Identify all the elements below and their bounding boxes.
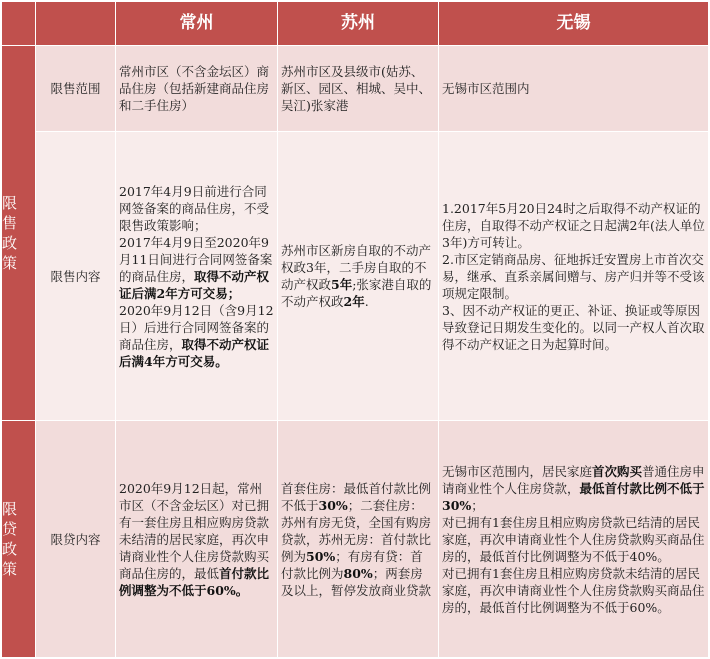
loan-content-wuxi-p1-a: 无锡市区范围内，居民家庭 (442, 463, 593, 479)
policy-comparison-table (1, 1, 709, 658)
sale-content-changzhou-p2-bold: 取得不动产权证后满2年方可交易； (119, 268, 270, 301)
loan-content-wuxi-p1-b: 首次购买 (592, 463, 643, 479)
corner-cell (2, 2, 36, 46)
loan-content-wuxi-p2: 对已拥有1套住房且相应购房贷款已结清的居民家庭，再次申请商业性个人住房贷款购买商品住房的，最低首付比例调整为不低于40%。 (442, 514, 705, 564)
loan-content-suzhou-b: 30% (318, 497, 348, 513)
sale-content-changzhou (116, 132, 278, 421)
loan-content-suzhou-f: 80% (343, 565, 373, 581)
sale-content-changzhou-p3-text: 2020年9月12日（含9月12日）后进行合同网签备案的商品住房， (119, 302, 274, 352)
row-label-loan-content: 限贷内容 (36, 421, 116, 658)
sale-content-wuxi-p3: 3、因不动产权证的更正、补证、换证或等原因导致登记日期发生变化的。以同一产权人首次取得不动产权证之日为起算时间。 (442, 302, 705, 352)
loan-content-wuxi-p1-d: 最低首付款比例不低于30% (442, 480, 705, 513)
loan-content-suzhou-g: ；两套房及以上，暂停发放商业贷款 (281, 565, 432, 598)
loan-content-suzhou (278, 421, 439, 658)
loan-content-wuxi (439, 421, 709, 658)
category-loan-policy-label: 限贷政策 (2, 500, 18, 578)
sale-content-wuxi-p1: 1.2017年5月20日24时之后取得不动产权证的住房，自取得不动产权证之日起满2年(法人单位3年)方可转让。 (442, 200, 705, 250)
loan-content-row (2, 421, 709, 658)
corner-cell-2 (36, 2, 116, 46)
loan-content-wuxi-p3: 对已拥有1套住房且相应购房贷款未结清的居民家庭，再次申请商业性个人住房贷款购买商品住房的，最低首付比例调整为不低于60%。 (442, 565, 705, 615)
category-sale-policy (2, 46, 36, 421)
loan-content-wuxi-p1-e: ； (471, 497, 484, 513)
row-label-sale-scope: 限售范围 (36, 46, 116, 132)
category-sale-policy-label: 限售政策 (2, 194, 18, 272)
sale-content-wuxi-p2: 2.市区定销商品房、征地拆迁安置房上市首次交易，继承、直系亲属间赠与、房产归并等不受该项规定限制。 (442, 251, 705, 301)
column-header-changzhou: 常州 (116, 2, 278, 46)
loan-content-changzhou (116, 421, 278, 658)
sale-content-wuxi (439, 132, 709, 421)
sale-content-changzhou-p3-bold: 取得不动产权证后满4年方可交易。 (119, 336, 270, 369)
column-header-wuxi: 无锡 (439, 2, 709, 46)
sale-content-changzhou-p1: 2017年4月9日前进行合同网签备案的商品住房，不受限售政策影响； (119, 183, 270, 233)
loan-content-wuxi-p1 (442, 463, 705, 514)
loan-content-suzhou-a: 首套住房：最低首付款比例不低于 (281, 480, 432, 513)
sale-content-changzhou-p2-text: 2017年4月9日至2020年9月11日间进行合同网签备案的商品住房， (119, 234, 273, 284)
loan-content-changzhou-a: 2020年9月12日起，常州市区（不含金坛区）对已拥有一套住房且相应购房贷款未结清的居民家庭，再次申请商业性个人住房贷款购买商品住房的，最低 (119, 480, 270, 581)
row-label-sale-content: 限售内容 (36, 132, 116, 421)
sale-content-suzhou-a: 苏州市区新房自取的不动产权政3年，二手房自取的不动产权政 (281, 243, 432, 292)
sale-scope-changzhou: 常州市区（不含金坛区）商品住房（包括新建商品住房和二手住房） (116, 46, 278, 132)
header-row (2, 2, 709, 46)
sale-content-row (2, 132, 709, 421)
sale-scope-row (2, 46, 709, 132)
sale-content-suzhou-d: 2年 (343, 294, 365, 309)
sale-scope-wuxi: 无锡市区范围内 (439, 46, 709, 132)
loan-content-wuxi-p1-c: 普通住房申请商业性个人住房贷款， (442, 463, 705, 496)
sale-content-suzhou-c: ;张家港自取的不动产权政 (281, 277, 432, 309)
sale-scope-suzhou: 苏州市区及县级市(姑苏、新区、园区、相城、吴中、吴江)张家港 (278, 46, 439, 132)
sale-content-suzhou-e: . (364, 294, 369, 309)
sale-content-suzhou (278, 132, 439, 421)
loan-content-suzhou-e: ；有房有贷：首付款比例为 (281, 548, 423, 581)
sale-content-suzhou-b: 5年 (331, 277, 353, 292)
category-loan-policy (2, 421, 36, 658)
sale-content-changzhou-p2 (119, 234, 274, 302)
column-header-suzhou: 苏州 (278, 2, 439, 46)
loan-content-suzhou-c: ；二套住房：苏州有房无贷，全国有购房贷款，苏州无房：首付款比例为 (281, 497, 432, 564)
loan-content-suzhou-d: 50% (306, 548, 336, 564)
loan-content-changzhou-b: 首付款比例调整为不低于60%。 (119, 565, 270, 598)
sale-content-changzhou-p3 (119, 302, 274, 370)
